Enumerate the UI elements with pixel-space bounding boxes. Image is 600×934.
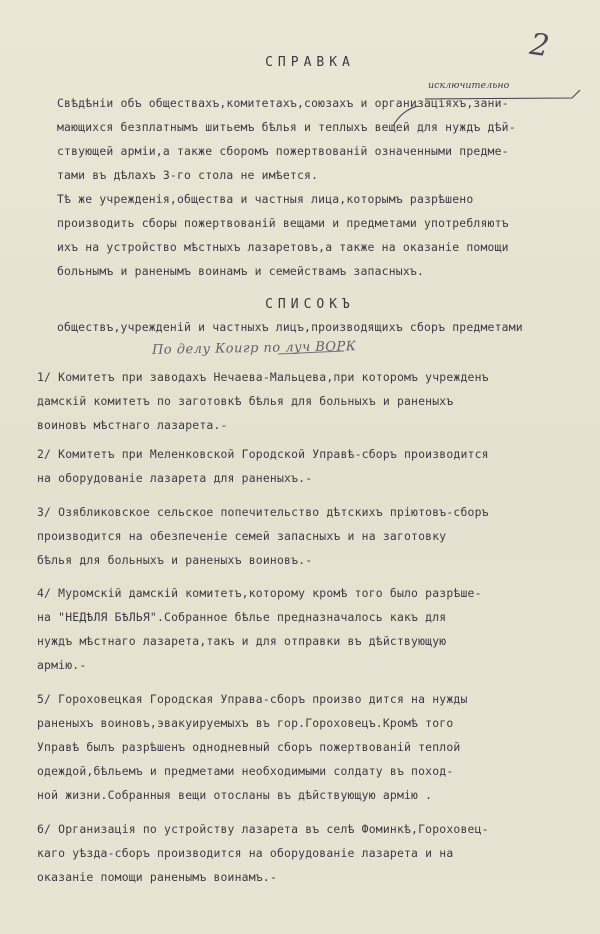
list-item-line: 5/ Гороховецкая Городская Управа-сборъ произво дится на нужды [37,692,468,706]
document-title: СПРАВКА [265,55,355,70]
list-subtitle: обществъ,учрежденiй и частныхъ лицъ,производящихъ сборъ предметами [57,320,523,334]
list-item-line: одеждой,бѣльемъ и предметами необходимыми солдату въ поход- [37,764,454,778]
list-item-line: оказанiе помощи раненымъ воинамъ.- [37,870,277,884]
list-item-line: бѣлья для больныхъ и раненыхъ воиновъ.- [37,553,313,567]
list-item-line: нуждъ мѣстнаго лазарета,такъ и для отправки въ дѣйствующую [37,634,447,648]
list-item-line: на оборудованiе лазарета для раненыхъ.- [37,471,313,485]
list-item-line: армiю.- [37,658,87,672]
intro-line: тами въ дѣлахъ 3-го стола не имѣется. [57,168,319,182]
list-item-line: на "НЕДѢЛЯ БѢЛЬЯ".Собранное бѣлье предназначалось какъ для [37,610,447,624]
list-item-line: воиновъ мѣстнаго лазарета.- [37,418,228,432]
paragraph-line: производить сборы пожертвованiй вещами и предметами употребляютъ [57,216,509,230]
intro-line: мающихся безплатнымъ шитьемъ бѣлья и теплыхъ вещей для нуждъ дѣй- [57,120,516,134]
list-item-line: раненыхъ воиновъ,эвакуируемыхъ въ гор.Гороховецъ.Кромѣ того [37,716,454,730]
list-item-line: производится на обезпеченiе семей запасныхъ и на заготовку [37,529,447,543]
list-item-line: Управѣ былъ разрѣшенъ однодневный сборъ пожертвованiй теплой [37,740,461,754]
list-item-line: 1/ Комитетъ при заводахъ Нечаева-Мальцева,при которомъ учрежденъ [37,370,489,384]
inserted-word: исключительно [428,80,510,91]
list-item-line: 3/ Озябликовское сельское попечительство дѣтскихъ прiютовъ-сборъ [37,505,489,519]
list-item-line: ной жизни.Собранныя вещи отосланы въ дѣйствующую армiю . [37,788,433,802]
intro-line: Свѣдѣнiи объ обществахъ,комитетахъ,союзахъ и организацiяхъ,зани- [57,96,509,110]
page-number: 2 [527,26,552,65]
handwritten-signature: По делу Коигр по луч ВОРК [151,339,357,358]
list-title: СПИСОКЪ [265,297,355,312]
list-item-line: 2/ Комитетъ при Меленковской Городской Управѣ-сборъ производится [37,447,489,461]
list-item-line: дамскiй комитетъ по заготовкѣ бѣлья для больныхъ и раненыхъ [37,394,454,408]
paragraph-line: ихъ на устройство мѣстныхъ лазаретовъ,а также на оказанiе помощи [57,240,509,254]
list-item-line: 4/ Муромскiй дамскiй комитетъ,которому кромѣ того было разрѣше- [37,586,482,600]
paragraph-line: Тѣ же учрежденiя,общества и частныя лица,которымъ разрѣшено [57,192,474,206]
paragraph-line: больнымъ и раненымъ воинамъ и семействамъ запасныхъ. [57,264,425,278]
intro-line: ствующей армiи,а также сборомъ пожертвованiй означенными предме- [57,144,509,158]
list-item-line: 6/ Организацiя по устройству лазарета въ селѣ Фоминкѣ,Гороховец- [37,822,489,836]
list-item-line: каго уѣзда-сборъ производится на оборудованiе лазарета и на [37,846,454,860]
